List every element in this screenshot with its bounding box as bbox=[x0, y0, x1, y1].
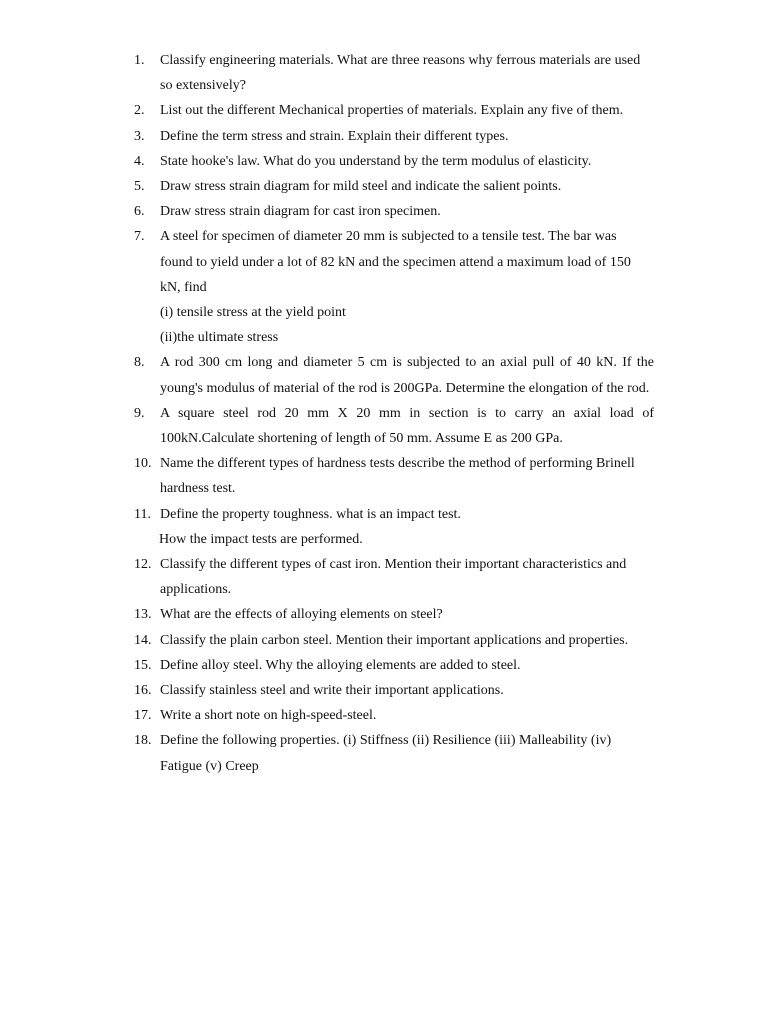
question-number: 5. bbox=[134, 179, 145, 195]
question-number: 2. bbox=[134, 103, 145, 119]
question-item bbox=[134, 224, 654, 350]
question-text-line: Write a short note on high-speed-steel. bbox=[160, 708, 377, 724]
question-text-line: Fatigue (v) Creep bbox=[160, 758, 259, 774]
question-text-line: A rod 300 cm long and diameter 5 cm is subjected to an axial pull of 40 kN. If the bbox=[160, 355, 654, 371]
question-text-line: kN, find bbox=[160, 279, 207, 295]
question-text-line: Name the different types of hardness tests describe the method of performing Brinell bbox=[160, 456, 635, 472]
question-item bbox=[134, 124, 654, 149]
question-number: 10. bbox=[134, 456, 152, 472]
question-item bbox=[134, 703, 654, 728]
question-number: 9. bbox=[134, 405, 145, 421]
question-text-line: Define the term stress and strain. Explain their different types. bbox=[160, 128, 509, 144]
question-subpart: (ii)the ultimate stress bbox=[160, 330, 279, 346]
question-number: 6. bbox=[134, 204, 145, 220]
question-number: 13. bbox=[134, 607, 152, 623]
question-text-line: A square steel rod 20 mm X 20 mm in section is to carry an axial load of bbox=[160, 405, 654, 421]
question-text-line: A steel for specimen of diameter 20 mm is subjected to a tensile test. The bar was bbox=[160, 229, 617, 245]
question-item bbox=[134, 149, 654, 174]
question-text-line: How the impact tests are performed. bbox=[159, 531, 363, 547]
question-number: 16. bbox=[134, 683, 152, 699]
question-text-line: Define the property toughness. what is an impact test. bbox=[160, 506, 461, 522]
question-item bbox=[134, 552, 654, 602]
question-text-line: List out the different Mechanical properties of materials. Explain any five of them. bbox=[160, 103, 624, 119]
question-item bbox=[134, 502, 654, 552]
question-number: 7. bbox=[134, 229, 145, 245]
question-text-line: so extensively? bbox=[160, 78, 246, 94]
question-number: 17. bbox=[134, 708, 152, 724]
question-item bbox=[134, 199, 654, 224]
question-item bbox=[134, 653, 654, 678]
question-item bbox=[134, 628, 654, 653]
question-text-line: State hooke's law. What do you understand by the term modulus of elasticity. bbox=[160, 153, 592, 169]
question-text-line: Draw stress strain diagram for cast iron specimen. bbox=[160, 204, 441, 220]
question-number: 3. bbox=[134, 128, 145, 144]
question-number: 12. bbox=[134, 557, 152, 573]
question-number: 15. bbox=[134, 657, 152, 673]
question-item bbox=[134, 98, 654, 123]
question-text-line: Define alloy steel. Why the alloying elements are added to steel. bbox=[160, 657, 521, 673]
question-number: 1. bbox=[134, 53, 145, 68]
question-text-line: Classify the different types of cast iron. Mention their important characteristics and bbox=[160, 557, 627, 573]
question-text-line: applications. bbox=[160, 582, 232, 598]
question-number: 18. bbox=[134, 733, 152, 749]
question-number: 8. bbox=[134, 355, 145, 371]
question-text-line: Classify engineering materials. What are three reasons why ferrous materials are used bbox=[160, 53, 641, 68]
question-number: 14. bbox=[134, 632, 152, 648]
question-text-line: 100kN.Calculate shortening of length of 50 mm. Assume E as 200 GPa. bbox=[160, 431, 563, 447]
question-subpart: (i) tensile stress at the yield point bbox=[160, 305, 346, 321]
question-text-line: hardness test. bbox=[160, 481, 236, 497]
question-text-line: What are the effects of alloying elements on steel? bbox=[160, 607, 443, 623]
question-item bbox=[134, 401, 654, 451]
question-text-line: Classify the plain carbon steel. Mention their important applications and properties. bbox=[160, 632, 629, 648]
question-number: 4. bbox=[134, 153, 145, 169]
question-list bbox=[134, 48, 654, 779]
question-item bbox=[134, 602, 654, 627]
question-item bbox=[134, 48, 654, 98]
question-item bbox=[134, 174, 654, 199]
question-item bbox=[134, 451, 654, 501]
question-text-line: young's modulus of material of the rod is 200GPa. Determine the elongation of the rod. bbox=[160, 380, 650, 396]
question-number: 11. bbox=[134, 506, 151, 522]
question-text-line: Draw stress strain diagram for mild steel and indicate the salient points. bbox=[160, 179, 562, 195]
question-text-line: Classify stainless steel and write their important applications. bbox=[160, 683, 504, 699]
question-item bbox=[134, 350, 654, 400]
question-text-line: Define the following properties. (i) Stiffness (ii) Resilience (iii) Malleability (iv) bbox=[160, 733, 612, 749]
question-item bbox=[134, 728, 654, 778]
question-item bbox=[134, 678, 654, 703]
question-text-line: found to yield under a lot of 82 kN and the specimen attend a maximum load of 150 bbox=[160, 254, 631, 270]
